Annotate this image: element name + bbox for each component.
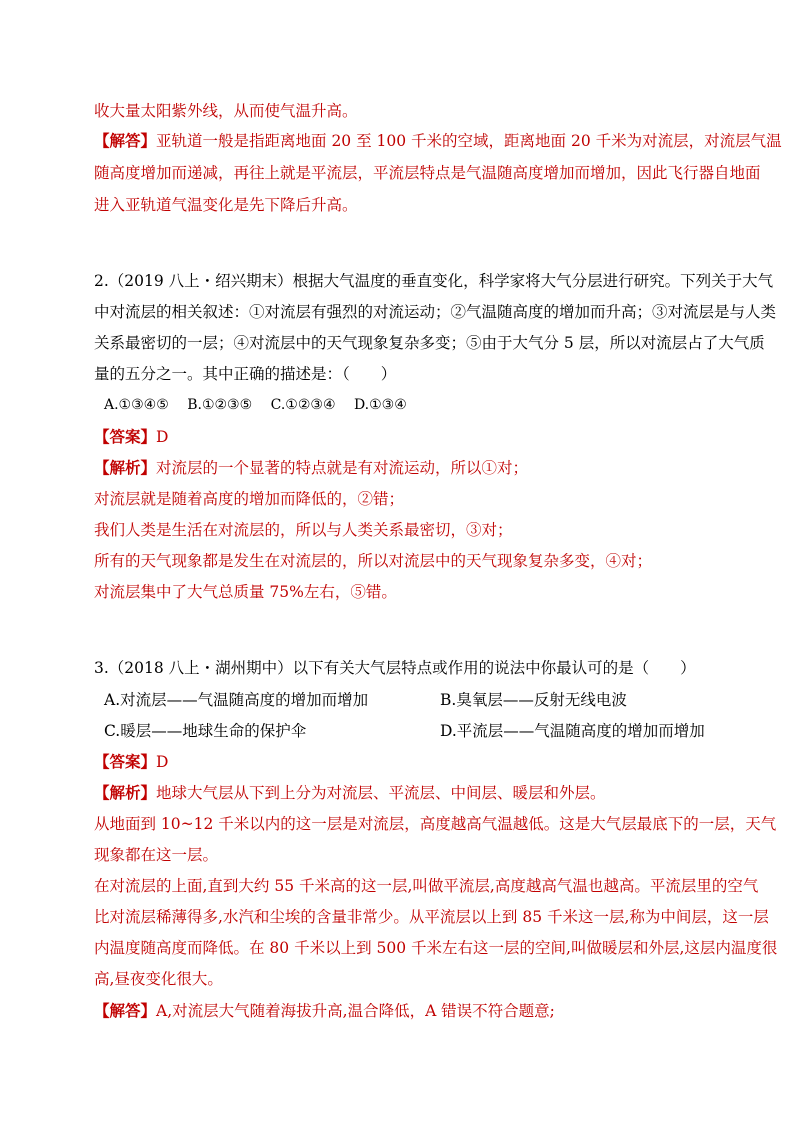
q3-analysis-line-4: 在对流层的上面,直到大约 55 千米高的这一层,叫做平流层,高度越高气温也越高。平流层里的空气 (94, 877, 759, 895)
prev-solution-text: 亚轨道一般是指距离地面 20 至 100 千米的空域，距离地面 20 千米为对流层，对流层气温 (156, 132, 782, 150)
q3-option-c: C.暖层——地球生命的保护伞 (104, 722, 307, 740)
q2-stem-line-3: 关系最密切的一层；④对流层中的天气现象复杂多变；⑤由于大气分 5 层，所以对流层占了大气质 (94, 334, 765, 352)
q3-analysis-line-6: 内温度随高度而降低。在 80 千米以上到 500 千米左右这一层的空间,叫做暖层和外层,这层内温度很 (94, 939, 778, 957)
prev-solution-line-2 (94, 130, 782, 152)
q3-answer (94, 751, 734, 773)
q3-stem: 3.（2018 八上・湖州期中）以下有关大气层特点或作用的说法中你最认可的是（ ） (94, 659, 696, 677)
prev-solution-line-3: 随高度增加而递减，再往上就是平流层，平流层特点是气温随高度增加而增加，因此飞行器自地面 (94, 164, 761, 182)
q3-analysis-line-3: 现象都在这一层。 (94, 846, 219, 864)
q2-option-d: D.①③④ (353, 397, 407, 413)
q3-answer-label: 【答案】 (94, 752, 157, 771)
q3-analysis-label: 【解析】 (94, 783, 157, 802)
q3-answer-value: D (156, 753, 169, 771)
q2-answer-value: D (156, 428, 169, 446)
q2-analysis-text-1: 对流层的一个显著的特点就是有对流运动，所以①对； (156, 459, 529, 477)
q2-analysis-line-5: 对流层集中了大气总质量 75%左右，⑤错。 (94, 583, 397, 601)
q3-solution-line-1 (94, 1000, 734, 1022)
q3-solution-label: 【解答】 (94, 1001, 157, 1020)
q3-option-b: B.臭氧层——反射无线电波 (440, 691, 627, 709)
q3-option-d: D.平流层——气温随高度的增加而增加 (440, 722, 705, 740)
q3-analysis-line-2: 从地面到 10~12 千米以内的这一层是对流层，高度越高气温越低。这是大气层最底下的一层，天气 (94, 815, 777, 833)
q3-analysis-line-7: 高,昼夜变化很大。 (94, 970, 223, 988)
q2-option-b: B.①②③⑤ (187, 397, 253, 413)
q2-analysis-line-2: 对流层就是随着高度的增加而降低的，②错； (94, 490, 405, 508)
q2-answer-label: 【答案】 (94, 427, 157, 446)
q3-analysis-text-1: 地球大气层从下到上分为对流层、平流层、中间层、暖层和外层。 (156, 784, 606, 802)
q2-analysis-line-1 (94, 457, 734, 479)
q3-analysis-line-5: 比对流层稀薄得多,水汽和尘埃的含量非常少。从平流层以上到 85 千米这一层,称为中间层，这一层 (94, 908, 769, 926)
solution-label: 【解答】 (94, 131, 157, 150)
prev-solution-line-1: 收大量太阳紫外线，从而使气温升高。 (94, 102, 358, 120)
q2-analysis-label: 【解析】 (94, 458, 157, 477)
q3-option-a: A.对流层——气温随高度的增加而增加 (104, 691, 369, 709)
q2-option-c: C.①②③④ (270, 397, 336, 413)
q2-option-a: A.①③④⑤ (104, 397, 169, 413)
q3-analysis-line-1 (94, 782, 734, 804)
q2-stem-line-4: 量的五分之一。其中正确的描述是：（ ） (94, 365, 397, 383)
q2-options (104, 394, 744, 416)
q2-analysis-line-4: 所有的天气现象都是发生在对流层的，所以对流层中的天气现象复杂多变，④对； (94, 552, 653, 570)
q3-solution-text-1: A,对流层大气随着海拔升高,温合降低，A 错误不符合题意; (156, 1002, 555, 1020)
q2-stem-line-1: 2.（2019 八上・绍兴期末）根据大气温度的垂直变化，科学家将大气分层进行研究。下列关于大气 (94, 272, 774, 290)
prev-solution-line-4: 进入亚轨道气温变化是先下降后升高。 (94, 196, 358, 214)
q2-stem-line-2: 中对流层的相关叙述：①对流层有强烈的对流运动；②气温随高度的增加而升高；③对流层是与人类 (94, 303, 777, 321)
q2-answer (94, 426, 734, 448)
q2-analysis-line-3: 我们人类是生活在对流层的，所以与人类关系最密切，③对； (94, 521, 513, 539)
